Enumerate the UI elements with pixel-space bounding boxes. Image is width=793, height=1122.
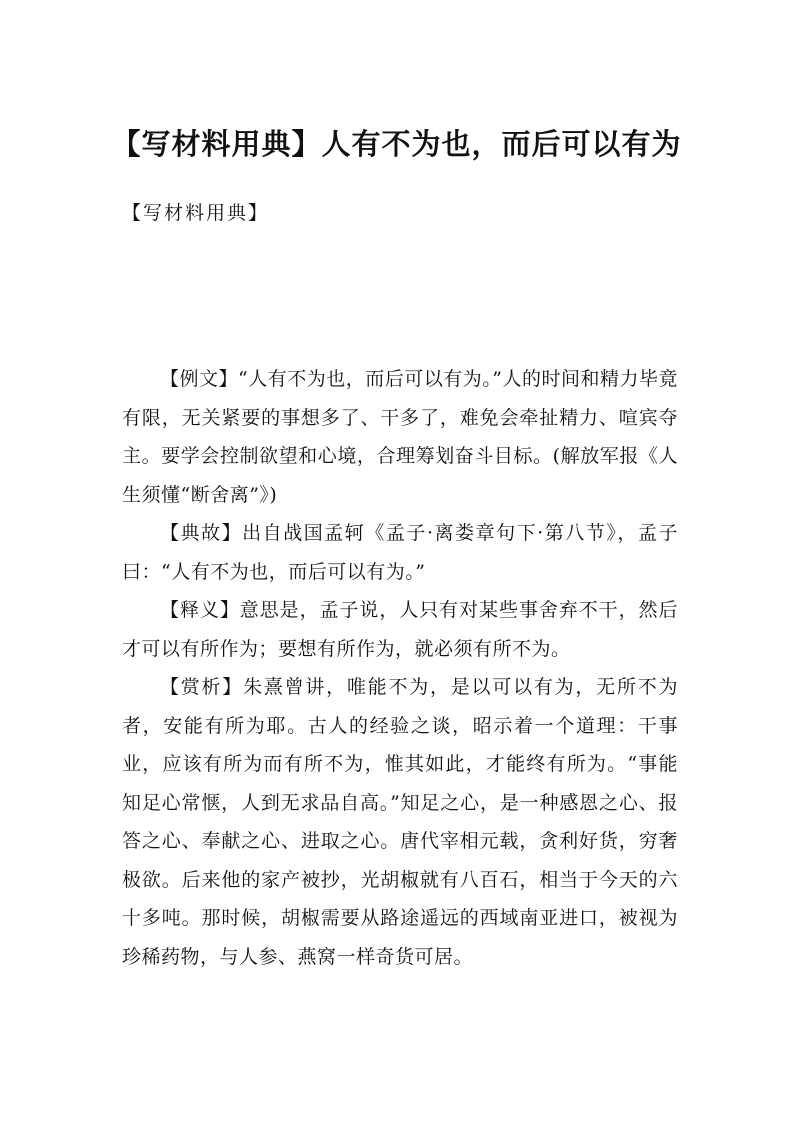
paragraph-appreciation (122, 668, 678, 976)
paragraph-text: “人有不为也，而后可以有为。”人的时间和精力毕竟有限，无关紧要的事想多了、干多了，难免会牵扯精力、喧宾夺主。要学会控制欲望和心境，合理筹划奋斗目标。(解放军报《人生须懂“断舍离”》) (122, 368, 678, 506)
category-label: 【写材料用典】 (122, 202, 270, 224)
paragraph-text: 意思是，孟子说，人只有对某些事舍弃不干，然后才可以有所作为；要想有所作为，就必须有所不为。 (122, 599, 678, 660)
paragraph-text: 出自战国孟轲《孟子·离娄章句下·第八节》，孟子曰：“人有不为也，而后可以有为。” (122, 522, 678, 583)
paragraph-label: 【例文】 (160, 368, 239, 390)
document-body (122, 360, 678, 976)
paragraph-text: 朱熹曾讲，唯能不为，是以可以有为，无所不为者，安能有所为耶。古人的经验之谈，昭示着一个道理：干事业，应该有所为而有所不为，惟其如此，才能终有所为。“事能知足心常惬，人到无求品自高。”知足之心，是一种感恩之心、报答之心、奉献之心、进取之心。唐代宰相元载，贪利好货，穷奢极欲。后来他的家产被抄，光胡椒就有八百石，相当于今天的六十多吨。那时候，胡椒需要从路途遥远的西域南亚进口，被视为珍稀药物，与人参、燕窝一样奇货可居。 (122, 676, 678, 968)
paragraph-label: 【释义】 (160, 599, 240, 621)
paragraph-example (122, 360, 678, 514)
paragraph-label: 【典故】 (160, 522, 243, 544)
paragraph-meaning (122, 591, 678, 668)
page-title: 【写材料用典】人有不为也，而后可以有为 (111, 127, 682, 161)
paragraph-allusion (122, 514, 678, 591)
paragraph-label: 【赏析】 (160, 676, 244, 698)
